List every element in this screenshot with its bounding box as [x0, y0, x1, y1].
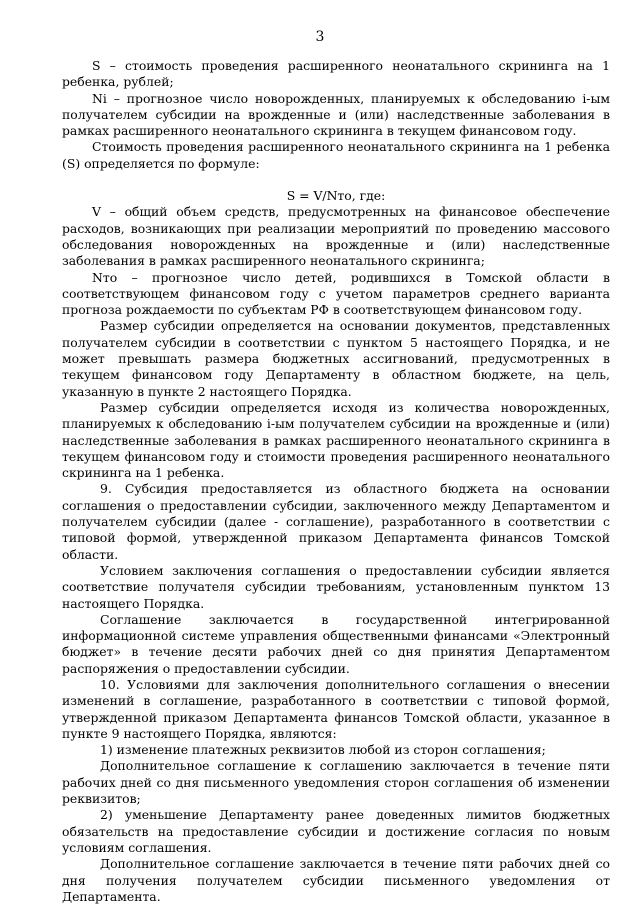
document-body: [62, 58, 610, 905]
paragraph-ni-definition: Ni – прогнозное число новорожденных, планируемых к обследованию i-ым получателем субсидии на врожденные и (или) наследственные заболевания в рамках расширенного неонатального скрининга в текущем финансовом году.: [62, 90, 610, 139]
paragraph-additional-agreement-requisites: Дополнительное соглашение к соглашению заключается в течение пяти рабочих дней со дня письменного уведомления сторон соглашения об изменении реквизитов;: [62, 758, 610, 807]
paragraph-v-definition: V – общий объем средств, предусмотренных на финансовое обеспечение расходов, возникающих при реализации мероприятий по проведению массового обследования новорожденных на врожденные и (или) наследственные заболевания в рамках расширенного неонатального скрининга;: [62, 204, 610, 269]
paragraph-condition-agreement: Условием заключения соглашения о предоставлении субсидии является соответствие получателя субсидии требованиям, установленным пунктом 13 настоящего Порядка.: [62, 562, 610, 611]
paragraph-additional-agreement-notice: Дополнительное соглашение заключается в течение пяти рабочих дней со дня получения получателем субсидии письменного уведомления от Департамента.: [62, 856, 610, 904]
paragraph-agreement-electronic-budget: Соглашение заключается в государственной интегрированной информационной системе управления общественными финансами «Электронный бюджет» в течение десяти рабочих дней со дня принятия Департаментом распоряжения о предоставлении субсидии.: [62, 611, 610, 676]
paragraph-condition-2: 2) уменьшение Департаменту ранее доведенных лимитов бюджетных обязательств на предоставление субсидии и достижение согласия по новым условиям соглашения.: [62, 807, 610, 855]
paragraph-subsidy-size-newborns: Размер субсидии определяется исходя из количества новорожденных, планируемых к обследованию i-ым получателем субсидии на врожденные и (или) наследственные заболевания в рамках расширенного неонатального скрининга в текущем финансовом году и стоимости проведения расширенного неонатального скрининга на 1 ребенка.: [62, 399, 610, 481]
page-number: 3: [315, 29, 325, 45]
paragraph-subsidy-size-documents: Размер субсидии определяется на основании документов, представленных получателем субсидии в соответствии с пунктом 5 настоящего Порядка, и не может превышать размера бюджетных ассигнований, предусмотренных в текущем финансовом году Департаменту в областном бюджете, на цель, указанную в пункте 2 настоящего Порядка.: [62, 318, 610, 399]
paragraph-nto-definition: Nто – прогнозное число детей, родившихся в Томской области в соответствующем финансовом году с учетом параметров среднего варианта прогноза рождаемости по субъектам РФ в соответствующем финансовом году.: [62, 269, 610, 318]
paragraph-condition-1: 1) изменение платежных реквизитов любой из сторон соглашения;: [100, 742, 546, 758]
paragraph-s-definition: S – стоимость проведения расширенного неонатального скрининга на 1 ребенка, рублей;: [62, 58, 610, 90]
paragraph-cost-formula-intro: Стоимость проведения расширенного неонатального скрининга на 1 ребенка (S) определяется по формуле:: [62, 139, 610, 171]
paragraph-item-10: 10. Условиями для заключения дополнительного соглашения о внесении изменений в соглашение, разработанного в соответствии с типовой формой, утвержденной приказом Департамента финансов Томской области, указанное в пункте 9 настоящего Порядка, являются:: [62, 676, 610, 741]
paragraph-item-9: 9. Субсидия предоставляется из областного бюджета на основании соглашения о предоставлении субсидии, заключенного между Департаментом и получателем субсидии (далее - соглашение), разработанного в соответствии с типовой формой, утвержденной приказом Департамента финансов Томской области.: [62, 481, 610, 562]
formula: S = V/Nто, где:: [286, 188, 386, 204]
